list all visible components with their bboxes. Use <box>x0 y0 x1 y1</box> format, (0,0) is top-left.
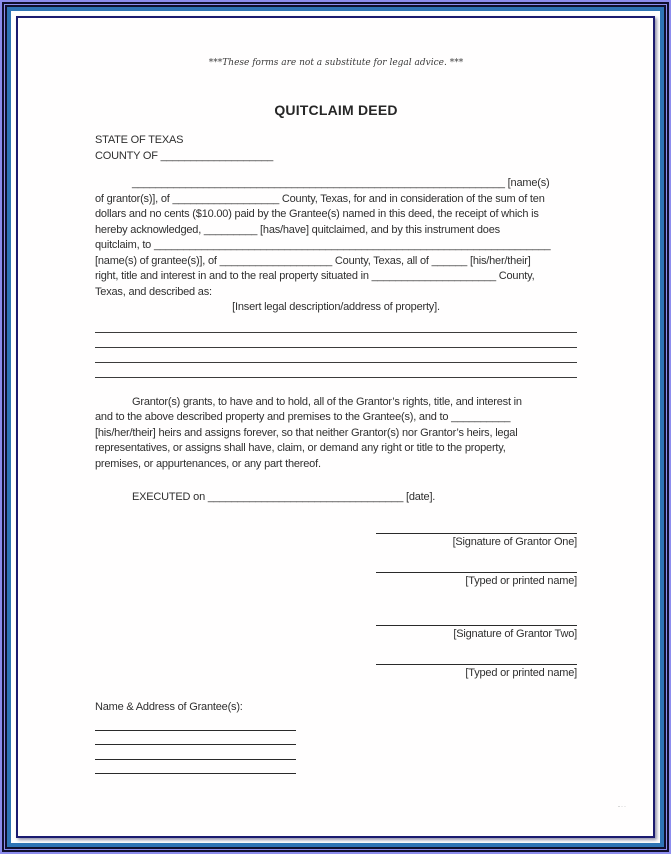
document-title: QUITCLAIM DEED <box>274 102 398 118</box>
legal-description-placeholder: [Insert legal description/address of property]. <box>232 301 440 313</box>
blank-line <box>95 348 577 363</box>
printed-name-label: [Typed or printed name] <box>465 574 577 587</box>
grantee-address-line <box>95 745 296 760</box>
outer-frame-blue <box>7 7 664 847</box>
paragraph1-line: dollars and no cents ($10.00) paid by the Grantee(s) named in this deed, the receipt of which is <box>95 208 539 220</box>
grantee-name-blank-line: quitclaim, to ___________________________________________________________________ <box>95 239 551 251</box>
frame-white-gap <box>11 11 660 843</box>
grantor-two-signature-unit <box>376 614 577 641</box>
printed-name-label: [Typed or printed name] <box>465 666 577 679</box>
habendum-paragraph <box>95 395 577 473</box>
paragraph2-line: representatives, or assigns shall have, claim, or demand any right or title to the property, <box>95 442 506 454</box>
grantor-name-blank-line: _______________________________________________________________ [name(s) <box>132 177 550 189</box>
signature-label: [Signature of Grantor One] <box>452 535 577 548</box>
county-blank-line: COUNTY OF ___________________ <box>95 149 274 162</box>
paragraph2-line: premises, or appurtenances, or any part thereof. <box>95 457 321 470</box>
signature-label: [Signature of Grantor Two] <box>453 627 577 640</box>
blank-line <box>95 363 577 378</box>
signature-line <box>376 614 577 626</box>
grantee-address-blank-lines <box>95 716 296 774</box>
grantor-two-printed-name-unit <box>376 653 577 680</box>
outer-frame-lavender-thin <box>4 4 667 850</box>
printed-name-line <box>376 653 577 665</box>
state-line: STATE OF TEXAS <box>95 134 184 146</box>
grantee-address-heading: Name & Address of Grantee(s): <box>95 700 243 713</box>
scan-artifact: -·· <box>618 804 627 810</box>
legal-description-blank-lines <box>95 318 577 378</box>
signature-block <box>376 522 577 680</box>
outer-frame-navy-2 <box>5 5 666 849</box>
paragraph1-line: Texas, and described as: <box>95 285 212 298</box>
paragraph2-line: Grantor(s) grants, to have and to hold, all of the Grantor’s rights, title, and interest in <box>132 395 522 408</box>
grantor-one-printed-name-unit <box>376 561 577 588</box>
paragraph1-line: of grantor(s)], of __________________ County, Texas, for and in consideration of the sum of ten <box>95 192 545 205</box>
grantee-address-line <box>95 731 296 746</box>
executed-date-line: EXECUTED on _________________________________ [date]. <box>132 491 436 503</box>
paragraph2-line: and to the above described property and premises to the Grantee(s), and to __________ <box>95 411 511 423</box>
granting-paragraph <box>95 176 577 300</box>
paragraph1-line: [name(s) of grantee(s)], of ___________________ County, Texas, all of ______ [his/her/their] <box>95 254 531 267</box>
signature-line <box>376 522 577 534</box>
paragraph1-line: right, title and interest in and to the real property situated in _____________________ County, <box>95 270 535 282</box>
paragraph2-line: [his/her/their] heirs and assigns forever, so that neither Grantor(s) nor Grantor’s heirs, legal <box>95 426 518 439</box>
jurisdiction-block <box>95 133 577 164</box>
grantor-one-signature-unit <box>376 522 577 549</box>
grantee-address-line <box>95 760 296 775</box>
quitclaim-deed-document <box>16 16 655 838</box>
outer-frame-navy <box>2 2 669 852</box>
grantee-address-line <box>95 716 296 731</box>
disclaimer-note: ***These forms are not a substitute for legal advice. *** <box>208 58 464 68</box>
blank-line <box>95 318 577 333</box>
printed-name-line <box>376 561 577 573</box>
blank-line <box>95 333 577 348</box>
paragraph1-line: hereby acknowledged, _________ [has/have] quitclaimed, and by this instrument does <box>95 223 500 236</box>
